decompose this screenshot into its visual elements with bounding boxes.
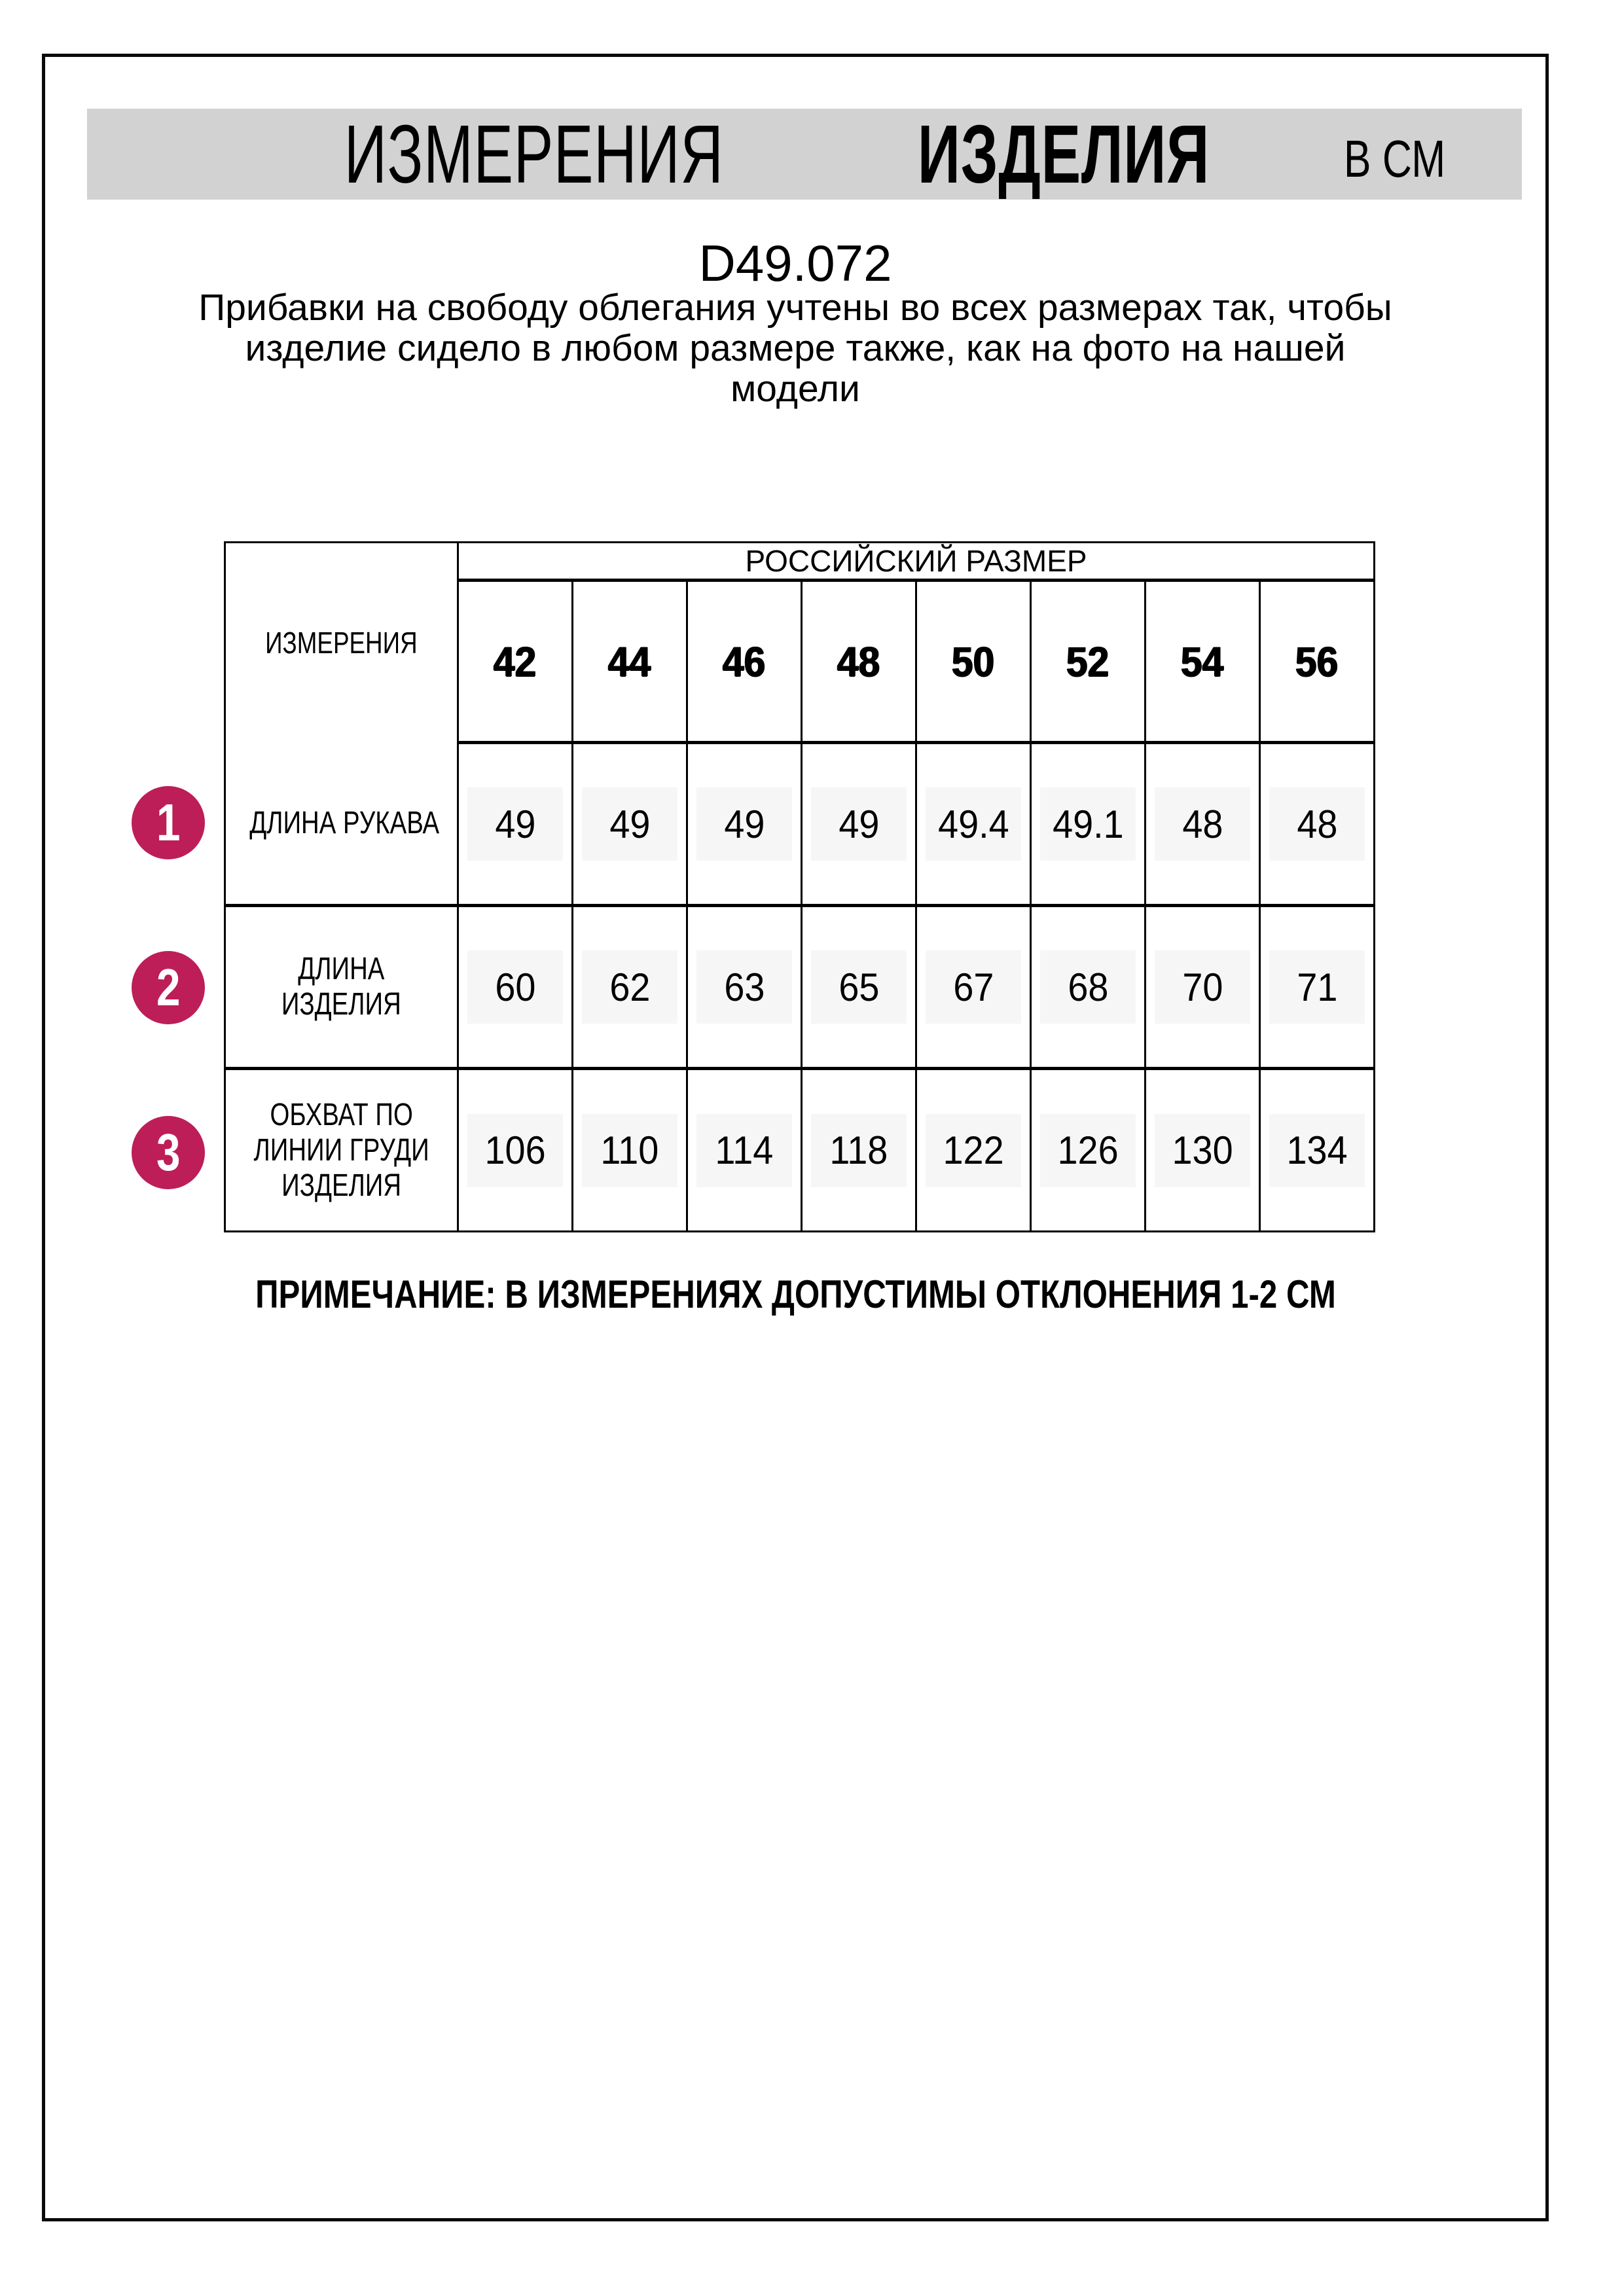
- size-column-header: 44: [573, 581, 687, 743]
- measurement-value: 130: [1146, 1069, 1260, 1232]
- measurement-value: 126: [1031, 1069, 1146, 1232]
- row-label: ОБХВАТ ПО ЛИНИИ ГРУДИ ИЗДЕЛИЯ: [225, 1069, 458, 1232]
- measurement-value: 110: [573, 1069, 687, 1232]
- page-title-unit: В СМ: [1343, 129, 1445, 188]
- table-row-sleeve-length: [225, 743, 1375, 906]
- measurement-value: 49: [573, 743, 687, 906]
- measurement-value: 62: [573, 906, 687, 1069]
- measurement-value: 71: [1260, 906, 1375, 1069]
- measurement-value: 114: [687, 1069, 802, 1232]
- corner-header-label: ИЗМЕРЕНИЯ: [265, 626, 418, 660]
- row-badge-1: 1: [132, 786, 205, 859]
- measurement-value: 60: [458, 906, 573, 1069]
- measurement-value: 63: [687, 906, 802, 1069]
- measurement-value: 48: [1146, 743, 1260, 906]
- size-column-header: 42: [458, 581, 573, 743]
- page-title-measurements: ИЗМЕРЕНИЯ: [344, 107, 724, 200]
- size-column-header: 54: [1146, 581, 1260, 743]
- size-column-header: 52: [1031, 581, 1146, 743]
- size-column-header: 56: [1260, 581, 1375, 743]
- table-corner-header: [225, 543, 458, 743]
- measurement-value: 67: [916, 906, 1031, 1069]
- measurement-value: 118: [802, 1069, 916, 1232]
- measurement-value: 48: [1260, 743, 1375, 906]
- table-row-chest-girth: [225, 1069, 1375, 1232]
- measurement-value: 49: [458, 743, 573, 906]
- fit-note-line: Прибавки на свободу облегания учтены во всех размерах так, чтобы: [198, 287, 1392, 329]
- product-code: D49.072: [698, 234, 892, 292]
- measurement-value: 106: [458, 1069, 573, 1232]
- measurement-value: 49: [802, 743, 916, 906]
- measurement-value: 49: [687, 743, 802, 906]
- page-title-product: ИЗДЕЛИЯ: [917, 107, 1210, 200]
- measurement-value: 49.1: [1031, 743, 1146, 906]
- row-badge-3: 3: [132, 1116, 205, 1189]
- measurement-value: 65: [802, 906, 916, 1069]
- size-group-header-label: РОССИЙСКИЙ РАЗМЕР: [745, 544, 1087, 578]
- size-column-header: 48: [802, 581, 916, 743]
- fit-note-paragraph: [45, 287, 1545, 409]
- row-label: ДЛИНА РУКАВА: [225, 743, 458, 906]
- measurement-value: 49.4: [916, 743, 1031, 906]
- row-label: ДЛИНА ИЗДЕЛИЯ: [225, 906, 458, 1069]
- size-column-header: 50: [916, 581, 1031, 743]
- size-group-header: [458, 543, 1375, 581]
- tolerance-note-text: ПРИМЕЧАНИЕ: В ИЗМЕРЕНИЯХ ДОПУСТИМЫ ОТКЛОНЕНИЯ 1-2 СМ: [255, 1272, 1336, 1316]
- title-banner: [87, 109, 1522, 200]
- table-row-product-length: [225, 906, 1375, 1069]
- size-table: [224, 541, 1375, 1232]
- measurement-value: 68: [1031, 906, 1146, 1069]
- measurement-value: 134: [1260, 1069, 1375, 1232]
- size-column-header: 46: [687, 581, 802, 743]
- table-group-header-row: [225, 543, 1375, 581]
- page-frame: [42, 54, 1549, 2221]
- measurement-value: 122: [916, 1069, 1031, 1232]
- tolerance-note: [45, 1272, 1545, 1317]
- fit-note-line: изделие сидело в любом размере также, как на фото на нашей: [245, 327, 1346, 369]
- measurement-value: 70: [1146, 906, 1260, 1069]
- row-badge-2: 2: [132, 951, 205, 1024]
- fit-note-line: модели: [731, 368, 860, 410]
